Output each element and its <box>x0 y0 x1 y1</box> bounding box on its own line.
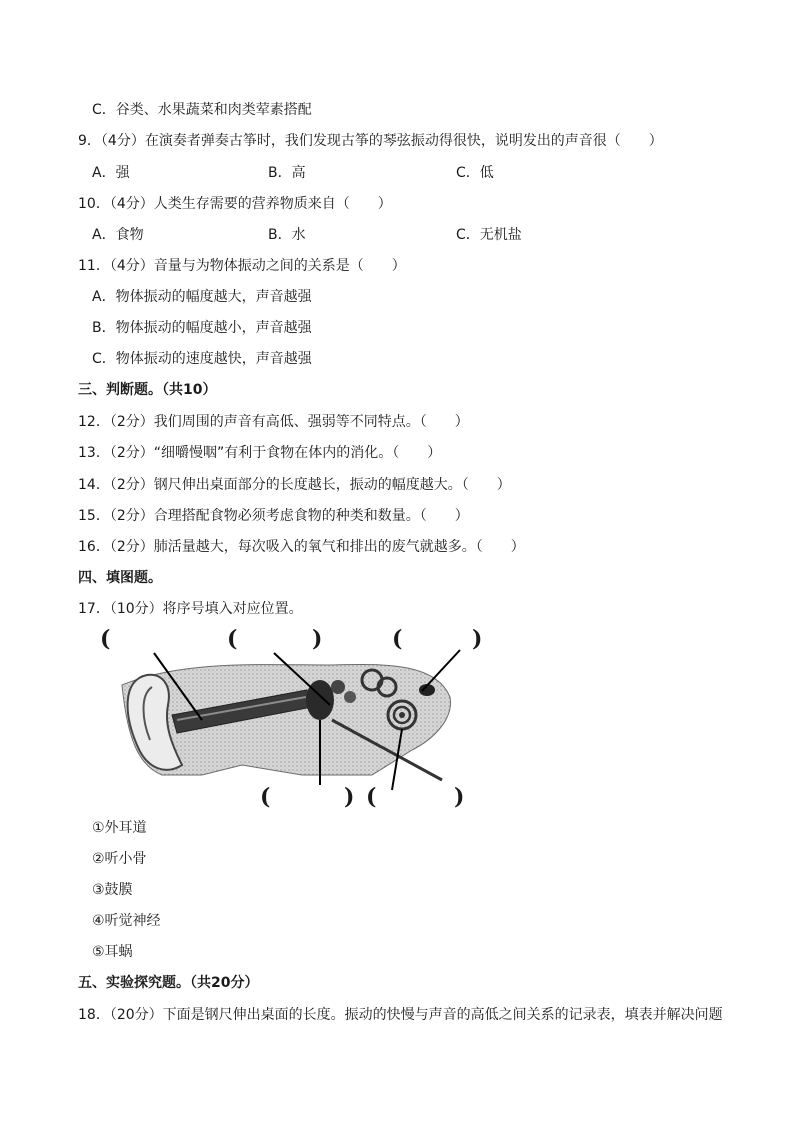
q9-option-c: C．低 <box>456 165 494 181</box>
question-18: 18．（20分）下面是钢尺伸出桌面的长度。振动的快慢与声音的高低之间关系的记录表，填表并解决问题 <box>78 1007 723 1023</box>
q11-option-c: C．物体振动的速度越快，声音越强 <box>92 351 312 367</box>
blank-open-4: ( <box>260 784 271 810</box>
blank-close-4: ) <box>344 784 355 810</box>
legend-item-2: ②听小骨 <box>92 851 147 867</box>
q11-option-b: B．物体振动的幅度越小，声音越强 <box>92 320 312 336</box>
q11-option-a: A．物体振动的幅度越大，声音越强 <box>92 289 312 305</box>
question-10: 10．（4分）人类生存需要的营养物质来自（ ） <box>78 196 392 212</box>
legend-item-5: ⑤耳蜗 <box>92 944 133 960</box>
q9-option-a: A．强 <box>92 165 130 181</box>
question-14: 14．（2分）钢尺伸出桌面部分的长度越长，振动的幅度越大。（ ） <box>78 477 511 493</box>
q8-option-c: C．谷类、水果蔬菜和肉类荤素搭配 <box>92 102 312 118</box>
question-13: 13．（2分）“细嚼慢咽”有利于食物在体内的消化。（ ） <box>78 445 442 461</box>
blank-open-5: ( <box>366 784 377 810</box>
section-3-title: 三、判断题。（共10） <box>78 382 217 398</box>
q10-option-a: A．食物 <box>92 227 144 243</box>
blank-close-2: ) <box>312 626 323 652</box>
question-16: 16．（2分）肺活量越大，每次吸入的氧气和排出的废气就越多。（ ） <box>78 539 525 555</box>
ear-diagram-illustration <box>92 625 492 810</box>
question-17: 17．（10分）将序号填入对应位置。 <box>78 601 303 617</box>
q10-option-b: B．水 <box>268 227 306 243</box>
section-4-title: 四、填图题。 <box>78 570 162 586</box>
blank-close-3: ) <box>472 626 483 652</box>
blank-open-3: ( <box>392 626 403 652</box>
question-9: 9．（4分）在演奏者弹奏古筝时，我们发现古筝的琴弦振动得很快，说明发出的声音很（ ） <box>78 133 663 149</box>
question-11: 11．（4分）音量与为物体振动之间的关系是（ ） <box>78 258 406 274</box>
legend-item-1: ①外耳道 <box>92 820 147 836</box>
question-15: 15．（2分）合理搭配食物必须考虑食物的种类和数量。（ ） <box>78 508 469 524</box>
legend-item-4: ④听觉神经 <box>92 913 161 929</box>
ear-diagram <box>92 625 492 810</box>
question-12: 12．（2分）我们周围的声音有高低、强弱等不同特点。（ ） <box>78 414 469 430</box>
blank-close-5: ) <box>454 784 465 810</box>
blank-open-1: ( <box>100 626 111 652</box>
q9-option-b: B．高 <box>268 165 306 181</box>
blank-open-2: ( <box>227 626 238 652</box>
q10-option-c: C．无机盐 <box>456 227 522 243</box>
legend-item-3: ③鼓膜 <box>92 882 133 898</box>
section-5-title: 五、实验探究题。（共20分） <box>78 975 259 991</box>
